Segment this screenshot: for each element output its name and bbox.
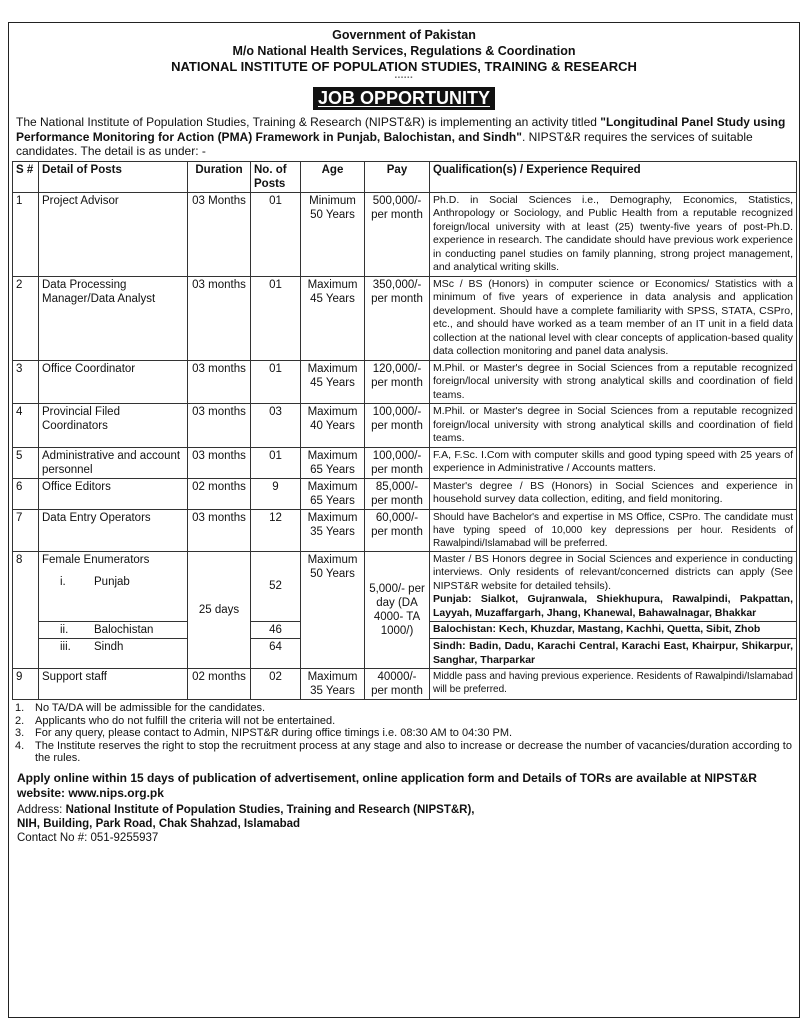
- header: [9, 23, 799, 75]
- title-banner: [9, 87, 799, 110]
- enum-qual-cell: [430, 551, 797, 622]
- contact-number: Contact No #: 051-9255937: [17, 831, 159, 844]
- row-qualification: Master's degree / BS (Honors) in Social Sciences and experience in household survey data collection, editing, and field monitoring.: [430, 478, 797, 509]
- row-post: Data Entry Operators: [39, 509, 188, 551]
- row-sno: 2: [13, 276, 39, 360]
- enum-sub-name: Punjab: [94, 575, 130, 588]
- intro-paragraph: [9, 110, 799, 161]
- note-number: 1.: [15, 702, 25, 714]
- support-post: Support staff: [39, 669, 188, 700]
- enum-districts-sindh: Sindh: Badin, Dadu, Karachi Central, Karachi East, Khairpur, Shikarpur, Sanghar, Tharparkar: [430, 639, 797, 669]
- enum-sub-numeral: iii.: [60, 641, 71, 653]
- row-age: Maximum 65 Years: [301, 447, 365, 478]
- table-row: [13, 192, 797, 276]
- enum-districts-balochistan: Balochistan: Kech, Khuzdar, Mastang, Kachhi, Quetta, Sibit, Zhob: [430, 622, 797, 639]
- enum-sub-balochistan: [39, 622, 188, 639]
- row-post: Data Processing Manager/Data Analyst: [39, 276, 188, 360]
- row-post: Office Editors: [39, 478, 188, 509]
- row-post: Office Coordinator: [39, 360, 188, 404]
- row-age: Maximum 65 Years: [301, 478, 365, 509]
- row-num-posts: 01: [251, 276, 301, 360]
- row-pay: 60,000/- per month: [365, 509, 430, 551]
- enum-sub-punjab: [42, 575, 184, 589]
- note-number: 2.: [15, 714, 25, 727]
- intro-text-2: . NIPST&R requires the services of suitable candidates. The detail is as under: -: [16, 129, 753, 158]
- posts-table: [12, 161, 797, 701]
- row-pay: 85,000/- per month: [365, 478, 430, 509]
- enum-post-cell: [39, 551, 188, 622]
- header-institute: NATIONAL INSTITUTE OF POPULATION STUDIES, TRAINING & RESEARCH: [171, 59, 637, 74]
- row-pay: 500,000/- per month: [365, 192, 430, 276]
- enum-sub-sindh: [39, 639, 188, 669]
- col-sno: S #: [13, 161, 39, 192]
- col-post: Detail of Posts: [39, 161, 188, 192]
- col-pay: Pay: [365, 161, 430, 192]
- note-item: [15, 715, 793, 728]
- row-sno: 1: [13, 192, 39, 276]
- row-sno: 5: [13, 447, 39, 478]
- note-item: [15, 740, 793, 765]
- note-text: For any query, please contact to Admin, NIPST&R during office timings i.e. 08:30 AM to 04:30 PM.: [35, 727, 513, 739]
- note-number: 3.: [15, 727, 25, 739]
- table-row: [13, 551, 797, 622]
- apply-instructions: Apply online within 15 days of publication of advertisement, online application form and Details of TORs are available at NIPST&R website: www.nips.org.pk: [17, 770, 757, 800]
- enum-sno: 8: [13, 551, 39, 669]
- enum-sub-name: Balochistan: [94, 624, 154, 636]
- support-num: 02: [251, 669, 301, 700]
- table-header-row: [13, 161, 797, 192]
- row-age: Maximum 40 Years: [301, 404, 365, 448]
- address-line1: National Institute of Population Studies, Training and Research (NIPST&R),: [65, 803, 475, 816]
- row-duration: 03 months: [188, 276, 251, 360]
- row-qualification: M.Phil. or Master's degree in Social Sciences from a reputable recognized foreign/local university with strong analytical skills and coordination of field teams.: [430, 360, 797, 404]
- row-duration: 03 months: [188, 509, 251, 551]
- row-pay: 120,000/- per month: [365, 360, 430, 404]
- row-sno: 3: [13, 360, 39, 404]
- enum-districts-punjab: Punjab: Sialkot, Gujranwala, Shiekhupura, Rawalpindi, Pakpattan, Layyah, Muzaffargarh, Jhang, Khanewal, Bahawalnagar, Bhakkar: [433, 593, 793, 619]
- intro-project-title: "Longitudinal Panel Study using Performance Monitoring for Action (PMA) Framework in Punjab, Balochistan, and Sindh": [16, 115, 786, 144]
- row-pay: 350,000/- per month: [365, 276, 430, 360]
- row-sno: 6: [13, 478, 39, 509]
- row-duration: 03 Months: [188, 192, 251, 276]
- enum-qual: Master / BS Honors degree in Social Sciences and experience in conducting interviews. Only residents of relevant/concerned districts can apply (See NIPST&R website for detailed tehsils).: [433, 552, 793, 592]
- row-duration: 02 months: [188, 478, 251, 509]
- address-line2: NIH, Building, Park Road, Chak Shahzad, Islamabad: [17, 817, 301, 830]
- row-num-posts: 9: [251, 478, 301, 509]
- support-pay: 40000/- per month: [365, 669, 430, 700]
- address-block: [9, 801, 799, 847]
- row-num-posts: 12: [251, 509, 301, 551]
- row-num-posts: 01: [251, 360, 301, 404]
- note-text: The Institute reserves the right to stop the recruitment process at any stage and also to increase or decrease the number of vacancies/duration according to the rules.: [35, 739, 792, 764]
- enum-post: Female Enumerators: [42, 553, 150, 566]
- table-row: [13, 478, 797, 509]
- enum-num-punjab: 52: [251, 551, 301, 622]
- row-sno: 4: [13, 404, 39, 448]
- col-num-posts: No. of Posts: [251, 161, 301, 192]
- enum-num-balochistan: 46: [251, 622, 301, 639]
- note-item: [15, 702, 793, 715]
- row-num-posts: 03: [251, 404, 301, 448]
- row-age: Minimum 50 Years: [301, 192, 365, 276]
- intro-text-1: The National Institute of Population Studies, Training & Research (NIPST&R) is implementing an activity titled: [16, 115, 601, 129]
- divider: ▪▪▪▪▪▪: [394, 75, 414, 81]
- enum-duration: 25 days: [188, 551, 251, 669]
- enum-sub-numeral: i.: [60, 575, 66, 588]
- row-post: Project Advisor: [39, 192, 188, 276]
- support-duration: 02 months: [188, 669, 251, 700]
- enum-num-sindh: 64: [251, 639, 301, 669]
- support-qual: Middle pass and having previous experience. Residents of Rawalpindi/Islamabad will be preferred.: [430, 669, 797, 700]
- row-num-posts: 01: [251, 447, 301, 478]
- col-age: Age: [301, 161, 365, 192]
- row-age: Maximum 35 Years: [301, 509, 365, 551]
- enum-age: Maximum 50 Years: [301, 551, 365, 669]
- row-post: Provincial Filed Coordinators: [39, 404, 188, 448]
- table-row: [13, 509, 797, 551]
- row-num-posts: 01: [251, 192, 301, 276]
- table-row: [13, 404, 797, 448]
- table-row: [13, 276, 797, 360]
- support-sno: 9: [13, 669, 39, 700]
- row-qualification: Ph.D. in Social Sciences i.e., Demography, Economics, Statistics, Anthropology or Sociology, and Public Health from a reputable recognized foreign/local university with at least (25) twenty-five years of post-Ph.D. experience in research. The candidate should have previous work experience in conducting panel studies on family planning, strong project management, and analytical writing skills.: [430, 192, 797, 276]
- enum-pay: 5,000/- per day (DA 4000- TA 1000/): [365, 551, 430, 669]
- col-qualification: Qualification(s) / Experience Required: [430, 161, 797, 192]
- enum-sub-numeral: ii.: [60, 624, 69, 636]
- header-ministry: M/o National Health Services, Regulations & Coordination: [232, 44, 576, 58]
- note-text: Applicants who do not fulfill the criteria will not be entertained.: [35, 714, 336, 727]
- notes-list: [9, 700, 799, 765]
- row-qualification: MSc / BS (Honors) in computer science or Economics/ Statistics with a minimum of five years of experience in data analysis and application development. Should have a complete familiarity with SPSS, STATA, CSPro, etc., and should have worked as a team member of an IT unit in a field data collection at the national level with clear concepts of application-based quality data collection monitoring and panel data analysis.: [430, 276, 797, 360]
- enum-sub-name: Sindh: [94, 641, 124, 653]
- page-title: JOB OPPORTUNITY: [313, 87, 495, 110]
- row-duration: 03 months: [188, 404, 251, 448]
- table-row: [13, 447, 797, 478]
- job-advertisement: [8, 22, 800, 1018]
- header-government: Government of Pakistan: [332, 28, 476, 42]
- row-duration: 03 months: [188, 447, 251, 478]
- table-row: [13, 669, 797, 700]
- row-sno: 7: [13, 509, 39, 551]
- row-post: Administrative and account personnel: [39, 447, 188, 478]
- note-text: No TA/DA will be admissible for the candidates.: [35, 702, 266, 714]
- note-item: [15, 727, 793, 740]
- note-number: 4.: [15, 739, 25, 752]
- row-age: Maximum 45 Years: [301, 276, 365, 360]
- row-qualification: M.Phil. or Master's degree in Social Sciences from a reputable recognized foreign/local university with strong analytical skills and coordination of field teams.: [430, 404, 797, 448]
- address-label: Address:: [17, 803, 66, 816]
- row-pay: 100,000/- per month: [365, 447, 430, 478]
- support-age: Maximum 35 Years: [301, 669, 365, 700]
- row-qualification: Should have Bachelor's and expertise in MS Office, CSPro. The candidate must have typing speed of 10,000 key depressions per hour. Residents of Rawalpindi/Islamabad will be preferred.: [430, 509, 797, 551]
- table-row: [13, 360, 797, 404]
- row-age: Maximum 45 Years: [301, 360, 365, 404]
- col-duration: Duration: [188, 161, 251, 192]
- row-duration: 03 months: [188, 360, 251, 404]
- row-qualification: F.A, F.Sc. I.Com with computer skills and good typing speed with 25 years of experience in Administrative / Accounts matters.: [430, 447, 797, 478]
- row-pay: 100,000/- per month: [365, 404, 430, 448]
